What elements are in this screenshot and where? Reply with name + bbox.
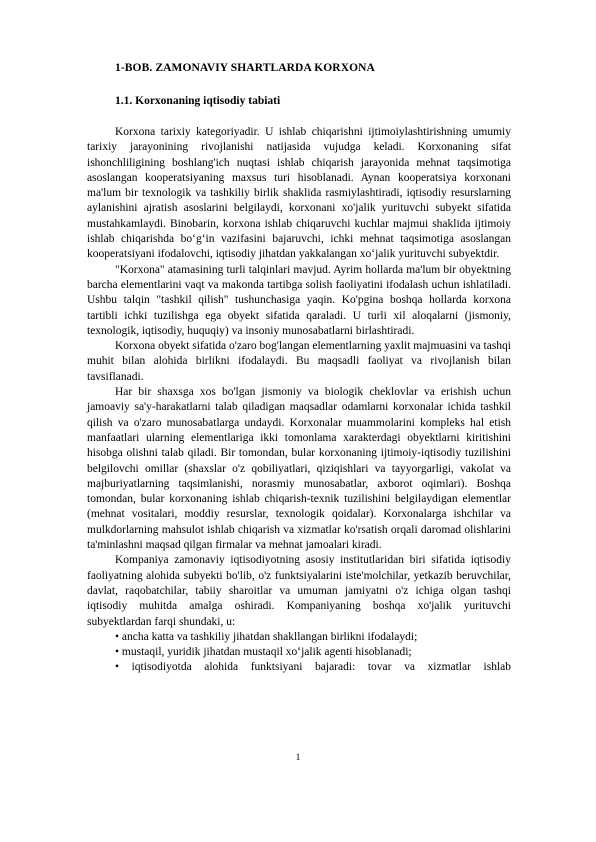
paragraph: Korxona obyekt sifatida o'zaro bog'langan elementlarning yaxlit majmuasini va tashqi muhit bilan alohida birlikni ifodalaydi. Bu maqsadli faoliyat va rivojlanish bilan tavsiflanadi.: [87, 340, 511, 383]
body-text: [87, 125, 511, 676]
bullet-item: • iqtisodiyotda alohida funktsiyani bajaradi: tovar va xizmatlar ishlab: [115, 661, 511, 674]
paragraph: Korxona tarixiy kategoriyadir. U ishlab chiqarishni ijtimoiylashtirishning umumiy tarixiy jarayonining rivojlanishi natijasida vujudga keladi. Korxonaning sifat ishonchliligining boshlang'ich nuqtasi ishlab chiqarish jarayonida mehnat taqsimotiga asoslangan kooperatsiyaning maxsus turi hisoblanadi. Aynan kooperatsiya korxonani ma'lum bir texnologik va tashkiliy birlik shaklida rasmiylashtiradi, iqtisodiy resurslarning aylanishini ajratish asoslarini belgilaydi, korxonani xo'jalik yurituvchi subyekt sifatida mustahkamlaydi. Binobarin, korxona ishlab chiqaruvchi kuchlar majmui shaklida ijtimoiy ishlab chiqarishda bo‘g‘in vazifasini bajaruvchi, ichki mehnat taqsimotiga asoslangan kooperatsiyani ifodalovchi, iqtisodiy jihatdan yakkalangan xo‘jalik yurituvchi subyektdir.: [87, 126, 511, 261]
section-title: 1.1. Korxonaning iqtisodiy tabiati: [115, 95, 281, 107]
paragraph: Kompaniya zamonaviy iqtisodiyotning asosiy institutlaridan biri sifatida iqtisodiy faoliyatning alohida subyekti bo'lib, o'z funktsiyalarini iste'molchilar, yetkazib beruvchilar, davlat, raqobatchilar, tabiiy sharoitlar va umuman jamiyatni o'z ichiga olgan tashqi iqtisodiy muhitda amalga oshiradi. Kompaniyaning boshqa xo'jalik yurituvchi subyektlardan farqi shundaki, u:: [87, 554, 511, 628]
bullet-item: • ancha katta va tashkiliy jihatdan shakllangan birlikni ifodalaydi;: [115, 630, 418, 643]
paragraph: Har bir shaxsga xos bo'lgan jismoniy va biologik cheklovlar va erishish uchun jamoaviy sa'y-harakatlarni talab qiladigan maqsadlar odamlarni korxonalar ichida tashkil qilish va o'zaro munosabatlarga undaydi. Korxonalar muammolarini kompleks hal etish manfaatlari ularning elementlariga ikki tomonlama xarakterdagi obyektlarni kiritishini hisobga olishni talab qiladi. Bir tomondan, bular korxonaning ijtimoiy-iqtisodiy tuzilishini belgilovchi omillar (shaxslar o'z qobiliyatlari, qiziqishlari va tayyorgarligi, vakolat va majburiyatlarning taqsimlanishi, norasmiy munosabatlar, axborot oqimlari). Boshqa tomondan, bular korxonaning ishlab chiqarish-texnik tuzilishini belgilaydigan elementlar (mehnat vositalari, moddiy resurslar, texnologik qoidalar). Korxonalarga ishchilar va mulkdorlarning mahsulot ishlab chiqarish va xizmatlar ko'rsatish orqali daromad olishlarini ta'minlashni maqsad qilgan firmalar va mehnat jamoalari kiradi.: [87, 386, 511, 552]
paragraph: "Korxona" atamasining turli talqinlari mavjud. Ayrim hollarda ma'lum bir obyektning barcha elementlarini vaqt va makonda tartibga solish faoliyatini ifodalash uchun ishlatiladi. Ushbu talqin "tashkil qilish" tushunchasiga yaqin. Ko'pgina boshqa hollarda korxona tartibli ichki tuzilishga ega obyekt sifatida qaraladi. U turli xil aloqalarni (jismoniy, texnologik, iqtisodiy, huquqiy) va insoniy munosabatlarni birlashtiradi.: [87, 263, 511, 337]
page-number: 1: [295, 753, 301, 763]
chapter-title: 1-BOB. ZAMONAVIY SHARTLARDA KORXONA: [115, 62, 375, 74]
bullet-item: • mustaqil, yuridik jihatdan mustaqil xo‘jalik agenti hisoblanadi;: [115, 646, 412, 659]
